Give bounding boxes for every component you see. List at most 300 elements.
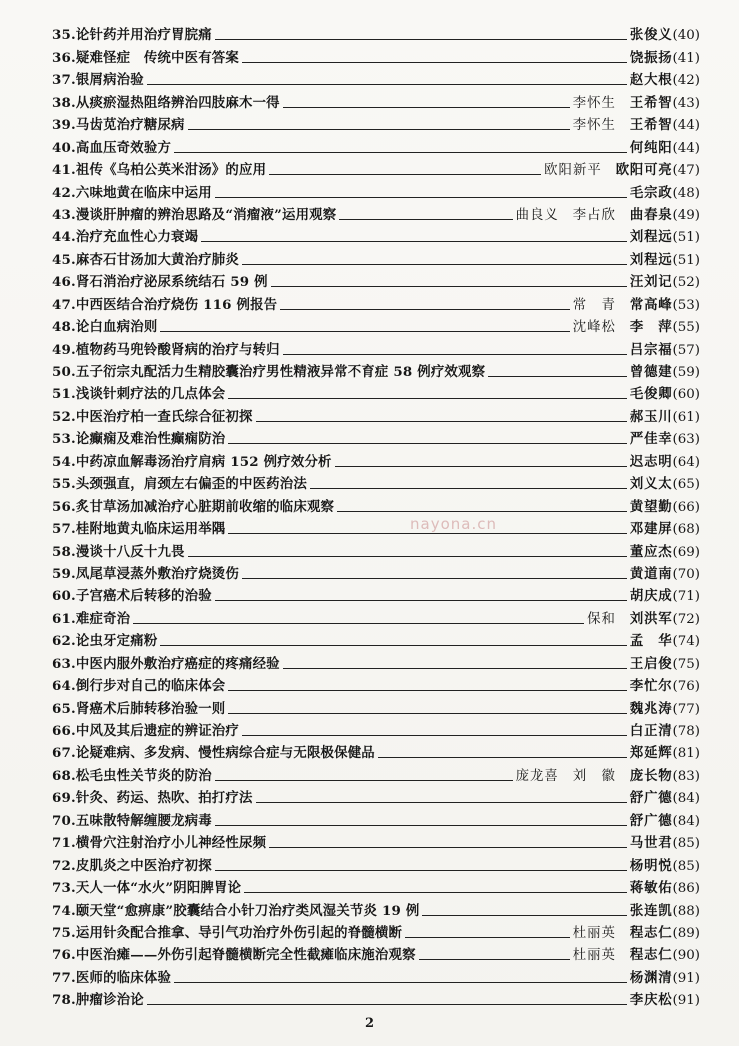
toc-entry <box>52 471 700 493</box>
entry-title-text: 倒行步对自己的临床体会 <box>75 678 226 695</box>
dot-leader <box>147 1004 627 1005</box>
toc-entry <box>52 179 700 201</box>
entry-title <box>52 769 212 785</box>
entry-author: 蒋敏佑 <box>629 880 673 897</box>
entry-title <box>52 589 212 605</box>
entry-page: (70) <box>672 566 700 582</box>
entry-page: (44) <box>672 140 700 156</box>
toc-entry <box>52 157 700 179</box>
entry-page: (74) <box>672 634 700 650</box>
dot-leader <box>422 915 626 916</box>
entry-title <box>52 948 416 964</box>
entry-title <box>52 365 485 381</box>
entry-author: 杨渊清 <box>629 969 673 986</box>
dot-leader <box>215 825 627 826</box>
entry-title-text: 肾石消治疗泌尿系统结石 59 例 <box>75 274 268 291</box>
toc-entry <box>52 44 700 66</box>
toc-entry <box>52 830 700 852</box>
toc-entry <box>52 897 700 919</box>
entry-title <box>52 612 130 628</box>
entry-author: 胡庆成 <box>629 588 673 605</box>
dot-leader <box>269 174 541 175</box>
entry-title-text: 颐天堂“愈痹康”胶囊结合小针刀治疗类风湿关节炎 19 例 <box>75 902 420 919</box>
entry-number: 73. <box>52 880 76 897</box>
entry-title <box>52 522 225 538</box>
entry-page: (91) <box>672 970 700 986</box>
toc-entry <box>52 359 700 381</box>
entry-number: 38. <box>52 94 76 111</box>
entry-author: 杨明悦 <box>629 857 673 874</box>
toc-entry <box>52 112 700 134</box>
toc-entry <box>52 134 700 156</box>
dot-leader <box>215 600 627 601</box>
entry-title <box>52 881 241 897</box>
entry-author: 董应杰 <box>629 543 673 560</box>
entry-title-text: 五子衍宗丸配活力生精胶囊治疗男性精液异常不育症 58 例疗效观察 <box>75 364 486 380</box>
toc-entry <box>52 381 700 403</box>
entry-number: 49. <box>52 341 76 358</box>
dot-leader <box>283 107 570 108</box>
entry-page: (78) <box>672 724 700 739</box>
entry-title-text: 治疗充血性心力衰竭 <box>75 229 199 246</box>
entry-title-text: 头颈强直，肩颈左右偏歪的中医药治法 <box>75 476 307 493</box>
entry-number: 43. <box>52 206 76 223</box>
toc-entry <box>52 987 700 1009</box>
entry-page: (44) <box>672 118 700 134</box>
entry-author: 李忙尔 <box>629 678 673 695</box>
entry-number: 74. <box>52 902 76 919</box>
entry-number: 77. <box>52 969 76 986</box>
entry-author: 常高峰 <box>629 296 673 313</box>
entry-title <box>52 253 239 269</box>
entry-page: (88) <box>672 903 700 919</box>
dot-leader <box>174 152 627 153</box>
entry-page: (65) <box>672 477 700 493</box>
entry-author: 庞长物 <box>629 767 673 784</box>
entry-number: 55. <box>52 476 76 493</box>
dot-leader <box>215 197 627 198</box>
entry-number: 78. <box>52 992 76 1009</box>
entry-number: 72. <box>52 857 76 874</box>
dot-leader <box>228 690 627 691</box>
dot-leader <box>174 982 627 983</box>
entry-title-text: 运用针灸配合推拿、导引气功治疗外伤引起的脊髓横断 <box>75 924 403 941</box>
entry-author: 舒广德 <box>629 790 673 807</box>
dot-leader <box>215 780 513 781</box>
entry-coauthor: 庞龙喜 <box>515 768 559 784</box>
entry-page: (51) <box>672 230 700 246</box>
entry-number: 56. <box>52 498 76 515</box>
entry-page: (89) <box>672 925 700 941</box>
toc-entry <box>52 224 700 246</box>
entry-page: (85) <box>672 836 700 852</box>
entry-number: 75. <box>52 924 76 941</box>
entry-title-text: 中医治瘫——外伤引起脊髓横断完全性截瘫临床施治观察 <box>75 947 416 964</box>
entry-page: (76) <box>672 679 700 695</box>
toc-entry <box>52 448 700 470</box>
entry-author: 王希智 <box>629 94 673 111</box>
entry-title <box>52 163 266 179</box>
dot-leader <box>405 937 570 938</box>
entry-title <box>52 387 225 403</box>
entry-title <box>52 836 266 852</box>
entry-title <box>52 298 277 314</box>
entry-author: 舒广德 <box>629 812 673 829</box>
entry-title <box>52 702 225 718</box>
entry-number: 48. <box>52 319 76 336</box>
dot-leader <box>242 62 627 63</box>
entry-page: (85) <box>672 858 700 874</box>
entry-title-text: 高血压奇效验方 <box>75 139 172 156</box>
entry-page: (53) <box>672 297 700 313</box>
toc-entry <box>52 202 700 224</box>
entry-title-text: 桂附地黄丸临床运用举隅 <box>75 521 226 538</box>
entry-title-text: 马齿苋治疗糖尿病 <box>75 117 185 134</box>
entry-author: 毛俊卿 <box>629 386 673 403</box>
dot-leader <box>280 309 569 310</box>
entry-number: 60. <box>52 588 76 605</box>
entry-number: 52. <box>52 408 76 425</box>
entry-title-text: 论针药并用治疗胃脘痛 <box>75 27 212 44</box>
entry-coauthor: 常 青 <box>572 297 616 313</box>
entry-number: 59. <box>52 565 76 582</box>
entry-coauthor: 刘 徽 <box>572 768 616 784</box>
entry-title-text: 肾癌术后肺转移治验一则 <box>75 700 226 717</box>
entry-coauthor: 杜丽英 <box>572 948 616 964</box>
entry-title-text: 植物药马兜铃酸肾病的治疗与转归 <box>75 341 280 358</box>
entry-number: 46. <box>52 274 76 291</box>
entry-number: 63. <box>52 655 76 672</box>
entry-page: (81) <box>672 746 700 762</box>
toc-entry <box>52 67 700 89</box>
entry-number: 51. <box>52 386 76 403</box>
entry-title-text: 论癫痫及难治性癫痫防治 <box>75 431 226 448</box>
entry-number: 58. <box>52 543 76 560</box>
entry-coauthor: 杜丽英 <box>572 925 616 941</box>
entry-author: 王希智 <box>629 117 673 134</box>
entry-title-text: 炙甘草汤加减治疗心脏期前收缩的临床观察 <box>75 498 335 515</box>
dot-leader <box>228 443 627 444</box>
entry-author: 何纯阳 <box>629 139 673 156</box>
toc-entry <box>52 336 700 358</box>
entry-number: 42. <box>52 184 76 201</box>
entry-number: 35. <box>52 27 76 44</box>
entry-title <box>52 926 402 942</box>
entry-title-text: 横骨穴注射治疗小儿神经性尿频 <box>75 835 267 852</box>
entry-title <box>52 791 253 807</box>
entry-author: 张俊义 <box>629 27 673 44</box>
entry-title <box>52 679 225 695</box>
dot-leader <box>488 376 627 377</box>
entry-title <box>52 500 334 516</box>
entry-author: 刘程远 <box>629 251 673 268</box>
entry-author: 吕宗福 <box>629 341 673 358</box>
entry-number: 45. <box>52 251 76 268</box>
entry-author: 刘洪军 <box>629 610 673 627</box>
entry-page: (69) <box>672 544 700 560</box>
entry-title <box>52 634 157 650</box>
entry-title <box>52 432 225 448</box>
entry-author: 程志仁 <box>629 947 673 964</box>
entry-author: 曾德建 <box>629 364 673 380</box>
entry-title <box>52 746 375 762</box>
entry-number: 70. <box>52 812 76 829</box>
toc-entry <box>52 807 700 829</box>
entry-title-text: 凤尾草浸蒸外敷治疗烧烫伤 <box>75 565 239 582</box>
page-number: 2 <box>364 1016 375 1031</box>
dot-leader <box>133 623 584 624</box>
entry-title-text: 中医内服外敷治疗癌症的疼痛经验 <box>75 655 280 672</box>
dot-leader <box>228 713 627 714</box>
entry-title <box>52 657 280 673</box>
entry-title-text: 中风及其后遗症的辨证治疗 <box>75 723 239 739</box>
entry-number: 69. <box>52 790 76 807</box>
entry-page: (66) <box>672 499 700 515</box>
entry-title <box>52 410 253 426</box>
entry-number: 36. <box>52 49 76 66</box>
dot-leader <box>242 264 627 265</box>
entry-number: 68. <box>52 767 76 784</box>
entry-number: 40. <box>52 139 76 156</box>
entry-title-text: 疑难怪症 传统中医有答案 <box>75 49 239 66</box>
entry-page: (49) <box>672 207 700 223</box>
toc-entry <box>52 852 700 874</box>
toc-entry <box>52 942 700 964</box>
entry-title-text: 漫谈十八反十九畏 <box>75 543 185 560</box>
entry-author: 邓建屏 <box>629 521 673 538</box>
entry-author: 郝玉川 <box>629 408 673 425</box>
toc-entry <box>52 246 700 268</box>
entry-author: 程志仁 <box>629 924 673 941</box>
entry-title <box>52 724 239 740</box>
entry-title <box>52 186 212 202</box>
entry-author: 赵大根 <box>629 72 673 89</box>
entry-title-text: 从痰瘀湿热阻络辨治四肢麻木一得 <box>75 94 280 111</box>
dot-leader <box>244 892 627 893</box>
entry-author: 郑延辉 <box>629 745 673 762</box>
entry-page: (43) <box>672 95 700 111</box>
entry-coauthor: 李怀生 <box>572 118 616 134</box>
entry-coauthor: 欧阳新平 <box>544 163 602 179</box>
entry-page: (57) <box>672 342 700 358</box>
dot-leader <box>256 421 627 422</box>
entry-title <box>52 320 157 336</box>
entry-title <box>52 567 239 583</box>
entry-author: 刘义太 <box>629 476 673 493</box>
toc-entry <box>52 583 700 605</box>
entry-page: (42) <box>672 73 700 89</box>
entry-page: (52) <box>672 275 700 291</box>
toc-entry <box>52 516 700 538</box>
entry-number: 41. <box>52 162 76 179</box>
entry-title-text: 漫谈肝肿瘤的辨治思路及“消瘤液”运用观察 <box>75 206 337 223</box>
entry-page: (63) <box>672 432 700 448</box>
entry-title-text: 论虫牙定痛粉 <box>75 633 158 650</box>
entry-page: (84) <box>672 813 700 829</box>
entry-author: 欧阳可亮 <box>615 162 673 179</box>
dot-leader <box>378 757 627 758</box>
entry-page: (48) <box>672 185 700 201</box>
entry-author: 白正清 <box>629 723 673 739</box>
entry-number: 65. <box>52 700 76 717</box>
entry-author: 迟志明 <box>629 453 673 470</box>
entry-page: (90) <box>672 948 700 964</box>
dot-leader <box>242 735 627 736</box>
toc-entry <box>52 875 700 897</box>
entry-number: 53. <box>52 431 76 448</box>
toc-entry <box>52 695 700 717</box>
entry-title-text: 麻杏石甘汤加大黄治疗肺炎 <box>75 251 239 268</box>
entry-author: 王启俊 <box>629 655 673 672</box>
entry-title <box>52 73 144 89</box>
dot-leader <box>310 488 627 489</box>
entry-title <box>52 51 239 67</box>
entry-title <box>52 477 307 493</box>
toc-entry <box>52 403 700 425</box>
entry-page: (47) <box>672 163 700 179</box>
dot-leader <box>228 533 627 534</box>
entry-number: 37. <box>52 72 76 89</box>
entry-number: 66. <box>52 723 76 739</box>
entry-coauthor: 曲良义 <box>515 207 559 223</box>
entry-number: 71. <box>52 835 76 852</box>
entry-title-text: 浅谈针刺疗法的几点体会 <box>75 386 226 403</box>
entry-title <box>52 971 171 987</box>
entry-page: (55) <box>672 320 700 336</box>
entry-title <box>52 96 280 112</box>
toc-entry <box>52 964 700 986</box>
toc-entry <box>52 718 700 740</box>
toc-entry <box>52 628 700 650</box>
dot-leader <box>188 556 627 557</box>
entry-author: 黄道南 <box>629 565 673 582</box>
entry-title-text: 子宫癌术后转移的治验 <box>75 588 212 605</box>
entry-title-text: 松毛虫性关节炎的防治 <box>75 767 212 784</box>
entry-coauthor: 保和 <box>587 611 616 627</box>
entry-page: (75) <box>672 656 700 672</box>
entry-number: 47. <box>52 296 76 313</box>
dot-leader <box>188 129 570 130</box>
entry-page: (61) <box>672 409 700 425</box>
entry-page: (77) <box>672 701 700 717</box>
dot-leader <box>242 578 627 579</box>
entry-page: (86) <box>672 881 700 897</box>
entry-author: 李 萍 <box>629 319 673 336</box>
dot-leader <box>201 241 627 242</box>
entry-author: 张连凯 <box>629 902 673 919</box>
entry-title <box>52 275 268 291</box>
entry-coauthor: 沈峰松 <box>572 320 616 336</box>
toc-entry <box>52 785 700 807</box>
entry-title-text: 祖传《乌柏公英米泔汤》的应用 <box>75 162 267 179</box>
dot-leader <box>283 354 627 355</box>
entry-author: 孟 华 <box>629 633 673 650</box>
entry-number: 44. <box>52 229 76 246</box>
dot-leader <box>147 84 627 85</box>
toc-entry <box>52 426 700 448</box>
entry-author: 汪刘记 <box>629 274 673 291</box>
entry-author: 李庆松 <box>629 992 673 1009</box>
entry-title <box>52 343 280 359</box>
entry-title <box>52 141 171 157</box>
entry-author: 刘程远 <box>629 229 673 246</box>
entry-page: (68) <box>672 522 700 538</box>
entry-page: (40) <box>672 28 700 44</box>
entry-number: 57. <box>52 521 76 538</box>
dot-leader <box>256 802 627 803</box>
watermark: nayona.cn <box>410 515 497 533</box>
entry-title-text: 中药凉血解毒汤治疗肩病 152 例疗效分析 <box>75 453 332 470</box>
dot-leader <box>271 286 627 287</box>
toc-entry <box>52 920 700 942</box>
entry-title-text: 中西医结合治疗烧伤 116 例报告 <box>75 296 278 313</box>
dot-leader <box>283 668 627 669</box>
entry-number: 64. <box>52 678 76 695</box>
entry-number: 76. <box>52 947 76 964</box>
entry-author: 黄望勤 <box>629 498 673 515</box>
entry-number: 67. <box>52 745 76 762</box>
toc-entry <box>52 493 700 515</box>
entry-title-text: 中医治疗柏一查氏综合征初探 <box>75 408 253 425</box>
toc-entry <box>52 269 700 291</box>
entry-title-text: 肿瘤诊治论 <box>75 992 144 1009</box>
entry-page: (83) <box>672 768 700 784</box>
entry-title <box>52 904 419 920</box>
entry-title-text: 论白血病治则 <box>75 319 158 336</box>
entry-title <box>52 859 212 875</box>
entry-author: 曲春泉 <box>629 206 673 223</box>
dot-leader <box>228 398 627 399</box>
dot-leader <box>335 466 627 467</box>
toc-entry <box>52 291 700 313</box>
dot-leader <box>339 219 512 220</box>
entry-number: 50. <box>52 364 76 380</box>
entry-title <box>52 993 144 1009</box>
entry-number: 62. <box>52 633 76 650</box>
entry-page: (51) <box>672 252 700 268</box>
entry-number: 39. <box>52 117 76 134</box>
toc-entry <box>52 22 700 44</box>
entry-author: 严佳幸 <box>629 431 673 448</box>
entry-page: (91) <box>672 993 700 1009</box>
entry-author: 马世君 <box>629 835 673 852</box>
entry-author: 毛宗政 <box>629 184 673 201</box>
entry-author: 魏兆涛 <box>629 700 673 717</box>
dot-leader <box>160 331 569 332</box>
entry-page: (71) <box>672 589 700 605</box>
entry-title <box>52 455 332 471</box>
entry-title <box>52 230 198 246</box>
entry-title-text: 针灸、药运、热吹、拍打疗法 <box>75 790 253 807</box>
dot-leader <box>337 511 627 512</box>
entry-title-text: 五味散特解缠腰龙病毒 <box>75 812 212 829</box>
toc-entry <box>52 561 700 583</box>
entry-title <box>52 28 212 44</box>
entry-title-text: 天人一体“水火”阴阳脾胃论 <box>75 880 242 897</box>
toc-entry <box>52 740 700 762</box>
entry-page: (72) <box>672 611 700 627</box>
dot-leader <box>160 645 626 646</box>
toc-entry <box>52 89 700 111</box>
entry-title <box>52 118 185 134</box>
entry-coauthor: 李占欣 <box>572 207 616 223</box>
entry-title-text: 银屑病治验 <box>75 72 144 89</box>
entry-page: (84) <box>672 791 700 807</box>
toc-entry <box>52 314 700 336</box>
entry-title-text: 六味地黄在临床中运用 <box>75 184 212 201</box>
dot-leader <box>215 870 627 871</box>
toc-entry <box>52 538 700 560</box>
